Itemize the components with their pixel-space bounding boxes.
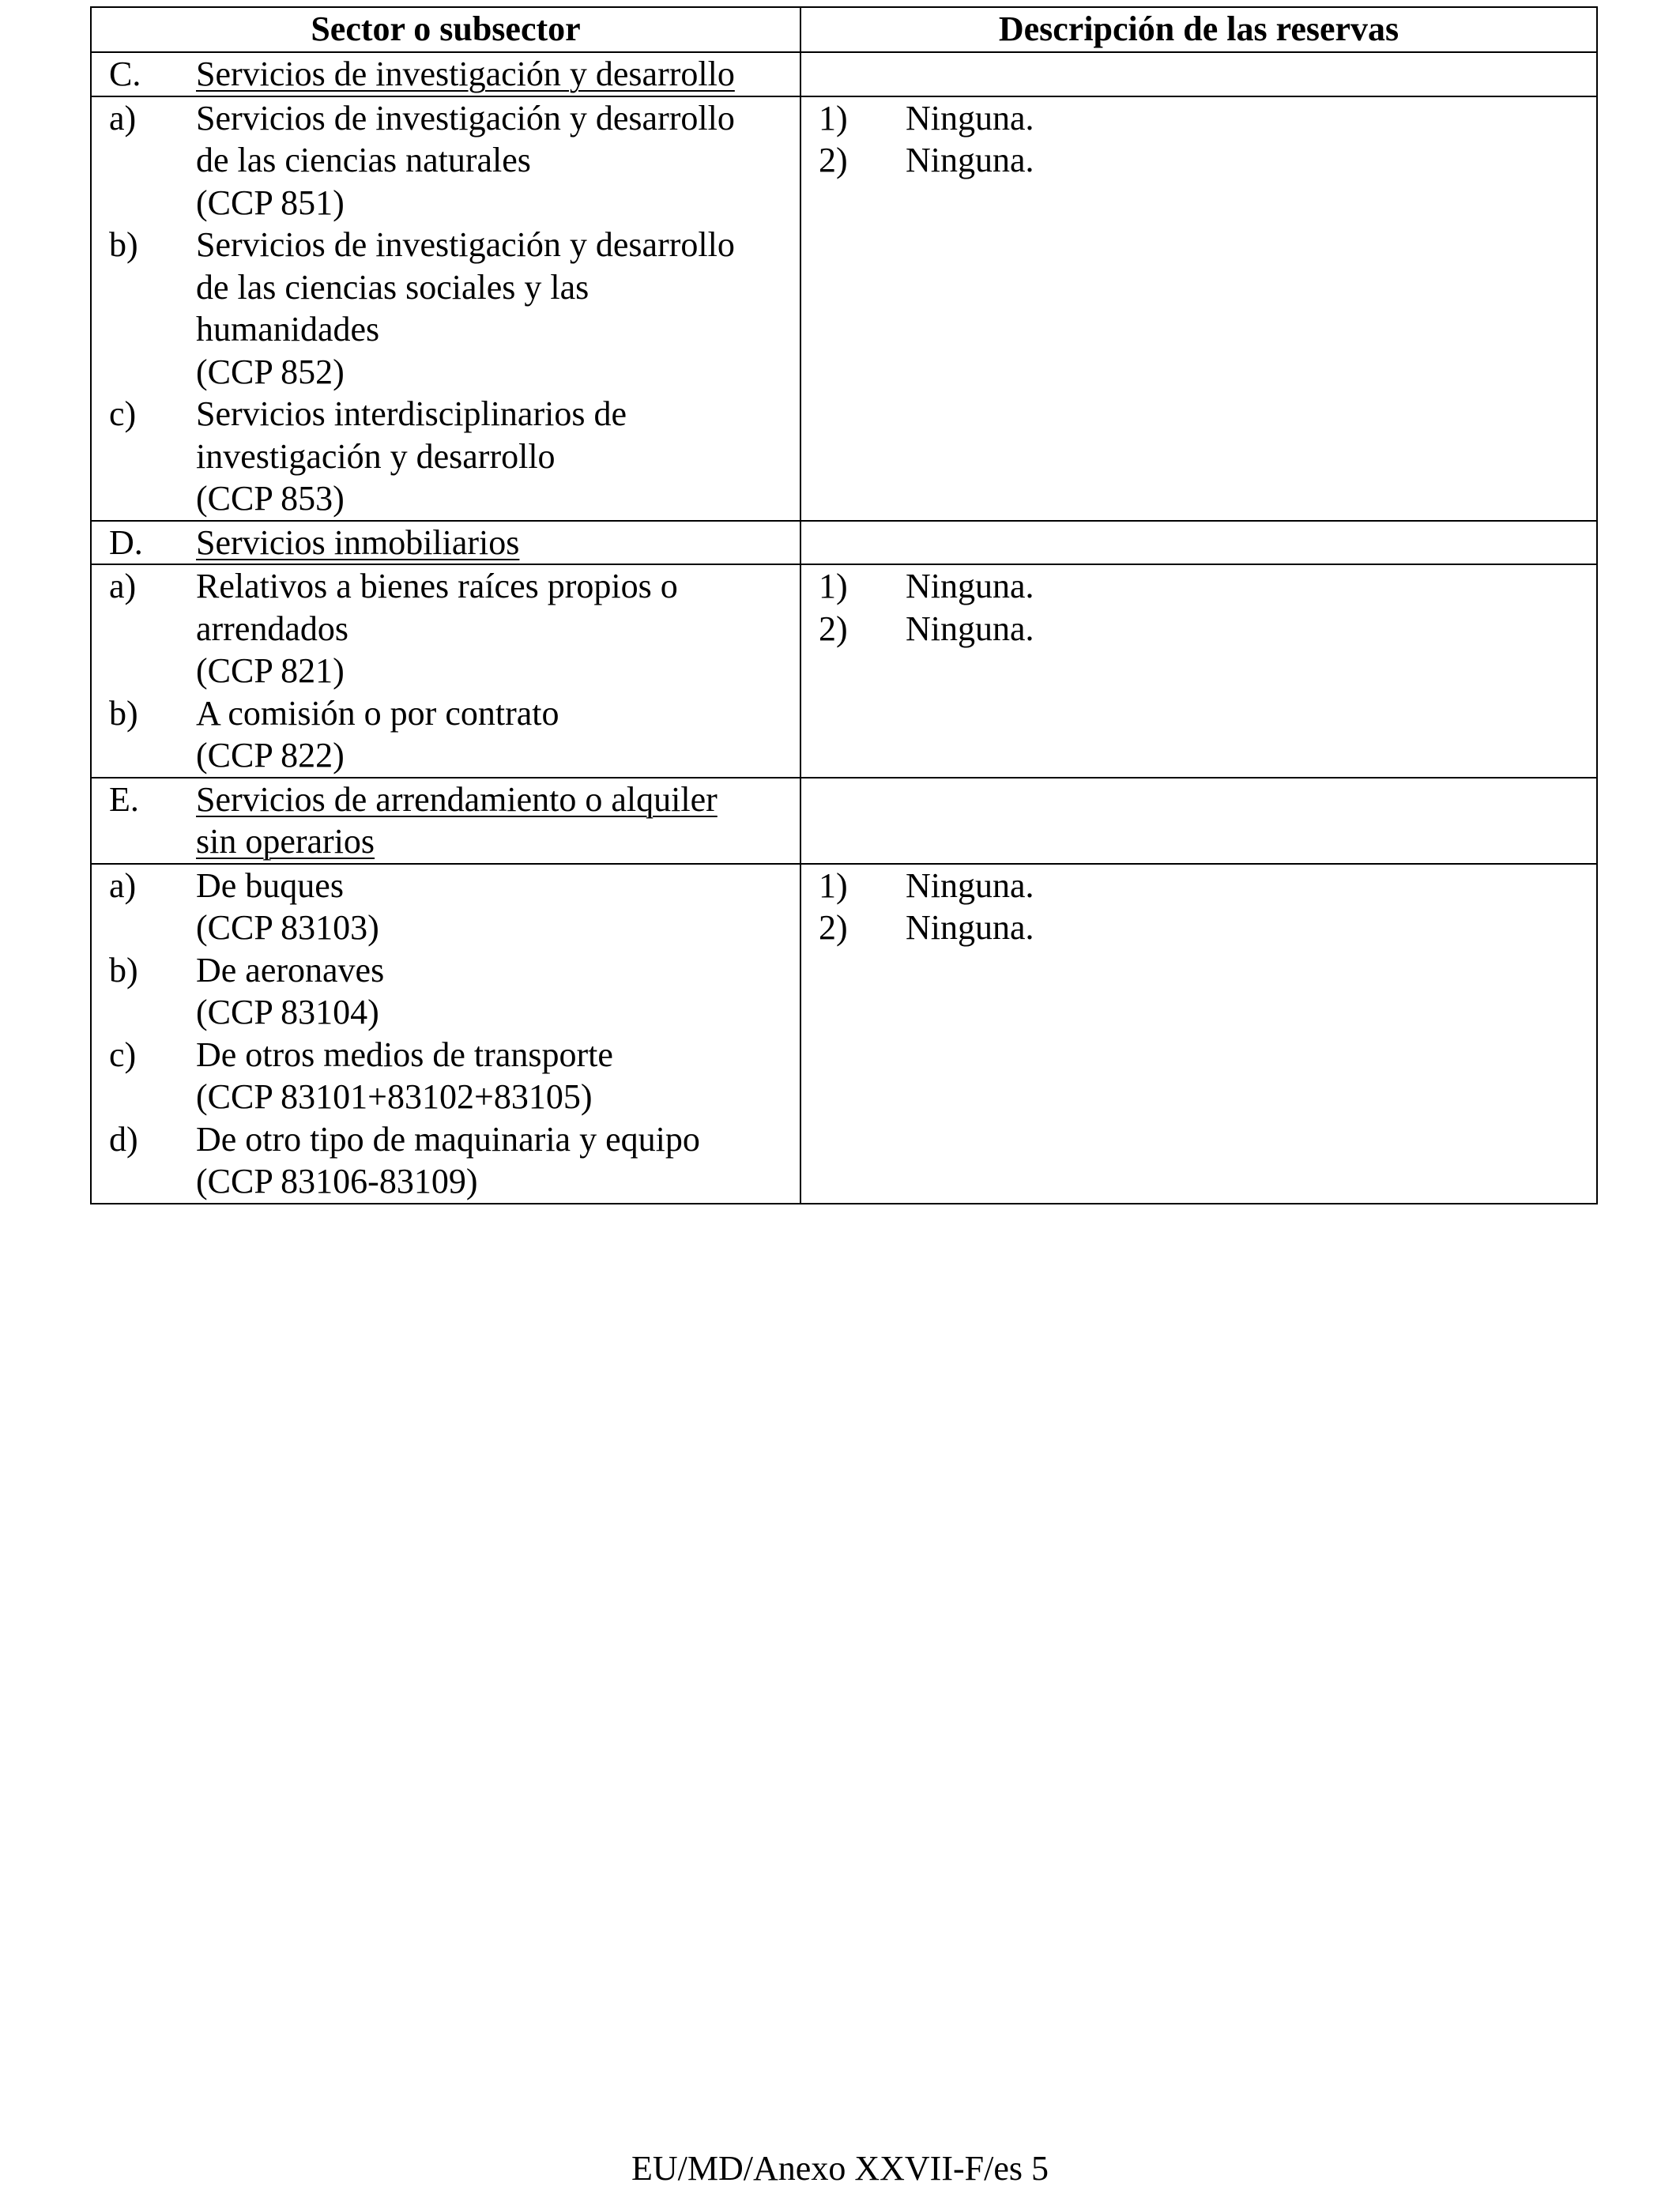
subsector-text-line: (CCP 83103) (196, 908, 379, 947)
reservation-entry (819, 139, 1596, 182)
subsector-text-line: (CCP 83106-83109) (196, 1162, 478, 1201)
reservation-text: Ninguna. (906, 567, 1034, 605)
subsector-text-line: de las ciencias sociales y las (196, 267, 590, 307)
reservations-table (90, 6, 1598, 1204)
subsector-list-cell (91, 864, 800, 1204)
section-title-cell (91, 778, 800, 864)
section-title: Servicios inmobiliarios (196, 522, 520, 562)
subsector-item (109, 1118, 800, 1203)
reservation-text: Ninguna. (906, 98, 1034, 138)
subsector-text-line: Servicios de investigación y desarrollo (196, 98, 735, 138)
section-letter: D. (109, 522, 143, 562)
subsector-label: b) (109, 693, 138, 733)
subsector-item (109, 692, 800, 777)
subsector-text-line: (CCP 851) (196, 183, 345, 222)
reservation-entry (819, 565, 1596, 608)
reservation-entry (819, 97, 1596, 140)
subsector-text-line: De otro tipo de maquinaria y equipo (196, 1119, 700, 1159)
section-title-empty-cell (800, 778, 1597, 864)
subsector-item (109, 393, 800, 520)
subsector-item (109, 865, 800, 949)
subsector-text-line: (CCP 821) (196, 651, 345, 690)
subsector-item (109, 97, 800, 224)
reservation-text: Ninguna. (906, 141, 1034, 179)
subsector-list-cell (91, 564, 800, 778)
section-letter: E. (109, 779, 139, 819)
subsector-text-line: De aeronaves (196, 950, 385, 990)
section-letter: C. (109, 55, 141, 93)
subsector-text-line: (CCP 822) (196, 736, 345, 775)
subsector-text-line: humanidades (196, 310, 380, 349)
reservations-cell (800, 564, 1597, 778)
subsector-text-line: A comisión o por contrato (196, 693, 559, 733)
section-title-cell (91, 521, 800, 565)
subsector-text-line: (CCP 83101+83102+83105) (196, 1077, 593, 1116)
reservation-number: 1) (819, 865, 848, 905)
section-title-empty-cell (800, 521, 1597, 565)
section-title-row (91, 52, 1597, 96)
subsector-text-line: investigación y desarrollo (196, 436, 556, 476)
page-footer-reference: EU/MD/Anexo XXVII-F/es 5 (631, 2149, 1049, 2188)
section-title-row (91, 778, 1597, 864)
subsector-label: d) (109, 1119, 138, 1159)
subsector-item (109, 1034, 800, 1118)
subsector-item (109, 224, 800, 393)
reservation-entry (819, 865, 1596, 907)
subsector-label: b) (109, 950, 138, 990)
section-title-cell (91, 52, 800, 96)
reservation-text: Ninguna. (906, 609, 1034, 648)
header-sector: Sector o subsector (91, 7, 800, 52)
reservations-cell (800, 864, 1597, 1204)
header-description: Descripción de las reservas (800, 7, 1597, 52)
section-title: Servicios de arrendamiento o alquiler (196, 779, 718, 819)
reservation-number: 2) (819, 609, 848, 648)
table-header-row (91, 7, 1597, 52)
subsector-text-line: (CCP 853) (196, 479, 345, 518)
reservation-number: 2) (819, 908, 848, 947)
subsector-text-line: De buques (196, 865, 344, 905)
subsector-text-line: (CCP 852) (196, 352, 345, 391)
reservation-number: 2) (819, 141, 848, 179)
section-title-empty-cell (800, 52, 1597, 96)
subsector-text-line: Servicios interdisciplinarios de (196, 394, 627, 433)
reservation-entry (819, 608, 1596, 650)
subsector-text-line: De otros medios de transporte (196, 1035, 613, 1074)
section-items-row (91, 564, 1597, 778)
subsector-label: a) (109, 98, 137, 138)
reservation-number: 1) (819, 98, 848, 138)
reservation-text: Ninguna. (906, 865, 1034, 905)
subsector-text-line: de las ciencias naturales (196, 141, 531, 179)
section-items-row (91, 864, 1597, 1204)
subsector-label: a) (109, 865, 137, 905)
section-title-row (91, 521, 1597, 565)
subsector-text-line: (CCP 83104) (196, 993, 379, 1031)
section-title: sin operarios (196, 822, 375, 861)
section-title: Servicios de investigación y desarrollo (196, 55, 735, 93)
subsector-label: a) (109, 567, 137, 605)
subsector-list-cell (91, 96, 800, 521)
subsector-label: c) (109, 394, 137, 433)
reservation-entry (819, 907, 1596, 949)
subsector-label: c) (109, 1035, 137, 1074)
section-items-row (91, 96, 1597, 521)
subsector-text-line: Relativos a bienes raíces propios o (196, 567, 678, 605)
table-body (91, 52, 1597, 1204)
subsector-text-line: Servicios de investigación y desarrollo (196, 225, 735, 264)
subsector-item (109, 565, 800, 692)
subsector-item (109, 949, 800, 1034)
subsector-text-line: arrendados (196, 609, 349, 648)
subsector-label: b) (109, 225, 138, 264)
reservation-number: 1) (819, 567, 848, 605)
reservations-cell (800, 96, 1597, 521)
reservation-text: Ninguna. (906, 908, 1034, 947)
